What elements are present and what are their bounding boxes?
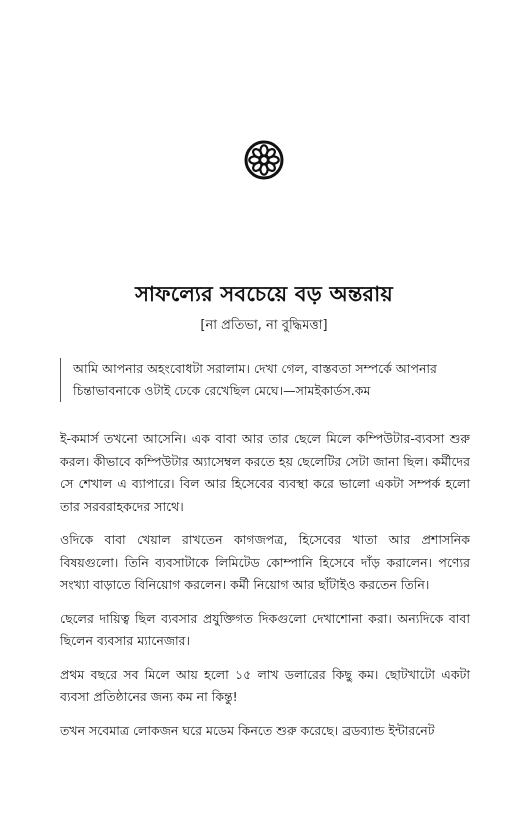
- chapter-title: সাফল্যের সবচেয়ে বড় অন্তরায়: [135, 282, 393, 306]
- paragraph: ছেলের দায়িত্ব ছিল ব্যবসার প্রযুক্তিগত দিকগুলো দেখাশোনা করা। অন্যদিকে বাবা ছিলেন ব্যবসার ম্যানেজার।: [60, 610, 470, 648]
- paragraph: প্রথম বছরে সব মিলে আয় হলো ১৫ লাখ ডলারের কিছু কম। ছোটখাটো একটা ব্যবসা প্রতিষ্ঠানের জন্য কম না কিন্তু!: [60, 666, 470, 704]
- chapter-subtitle: [না প্রতিভা, না বুদ্ধিমত্তা]: [200, 318, 328, 333]
- paragraph: তখন সবেমাত্র লোকজন ঘরে মডেম কিনতে শুরু করেছে। ব্রডব্যান্ড ইন্টারনেট: [60, 722, 435, 738]
- epigraph-quote: আমি আপনার অহংবোধটা সরালাম। দেখা গেল, বাস্তবতা সম্পর্কে আপনার চিন্তাভাবনাকে ওটাই ঢেকে রেখেছিল মেঘে।—সামইকার্ডস.কম: [60, 358, 481, 402]
- flower-wheel-icon: [244, 140, 284, 180]
- paragraph: ওদিকে বাবা খেয়াল রাখতেন কাগজপত্র, হিসেবের খাতা আর প্রশাসনিক বিষয়গুলো। তিনি ব্যবসাটাকে লিমিটেড কোম্পানি হিসেবে দাঁড় করালেন। পণ্যের সংখ্যা বাড়াতে বিনিয়োগ করলেন। কর্মী নিয়োগ আর ছাঁটাইও করতেন তিনি।: [60, 532, 470, 592]
- paragraph: ই-কমার্স তখনো আসেনি। এক বাবা আর তার ছেলে মিলে কম্পিউটার-ব্যবসা শুরু করল। কীভাবে কম্পিউটার অ্যাসেম্বল করতে হয় ছেলেটির সেটা জানা ছিল। কর্মীদের সে শেখাল এ ব্যাপারে। বিল আর হিসেবের ব্যবস্থা করে ভালো একটা সম্পর্ক হলো তার সরবরাহকদের সাথে।: [60, 431, 470, 514]
- body-text: [60, 428, 470, 753]
